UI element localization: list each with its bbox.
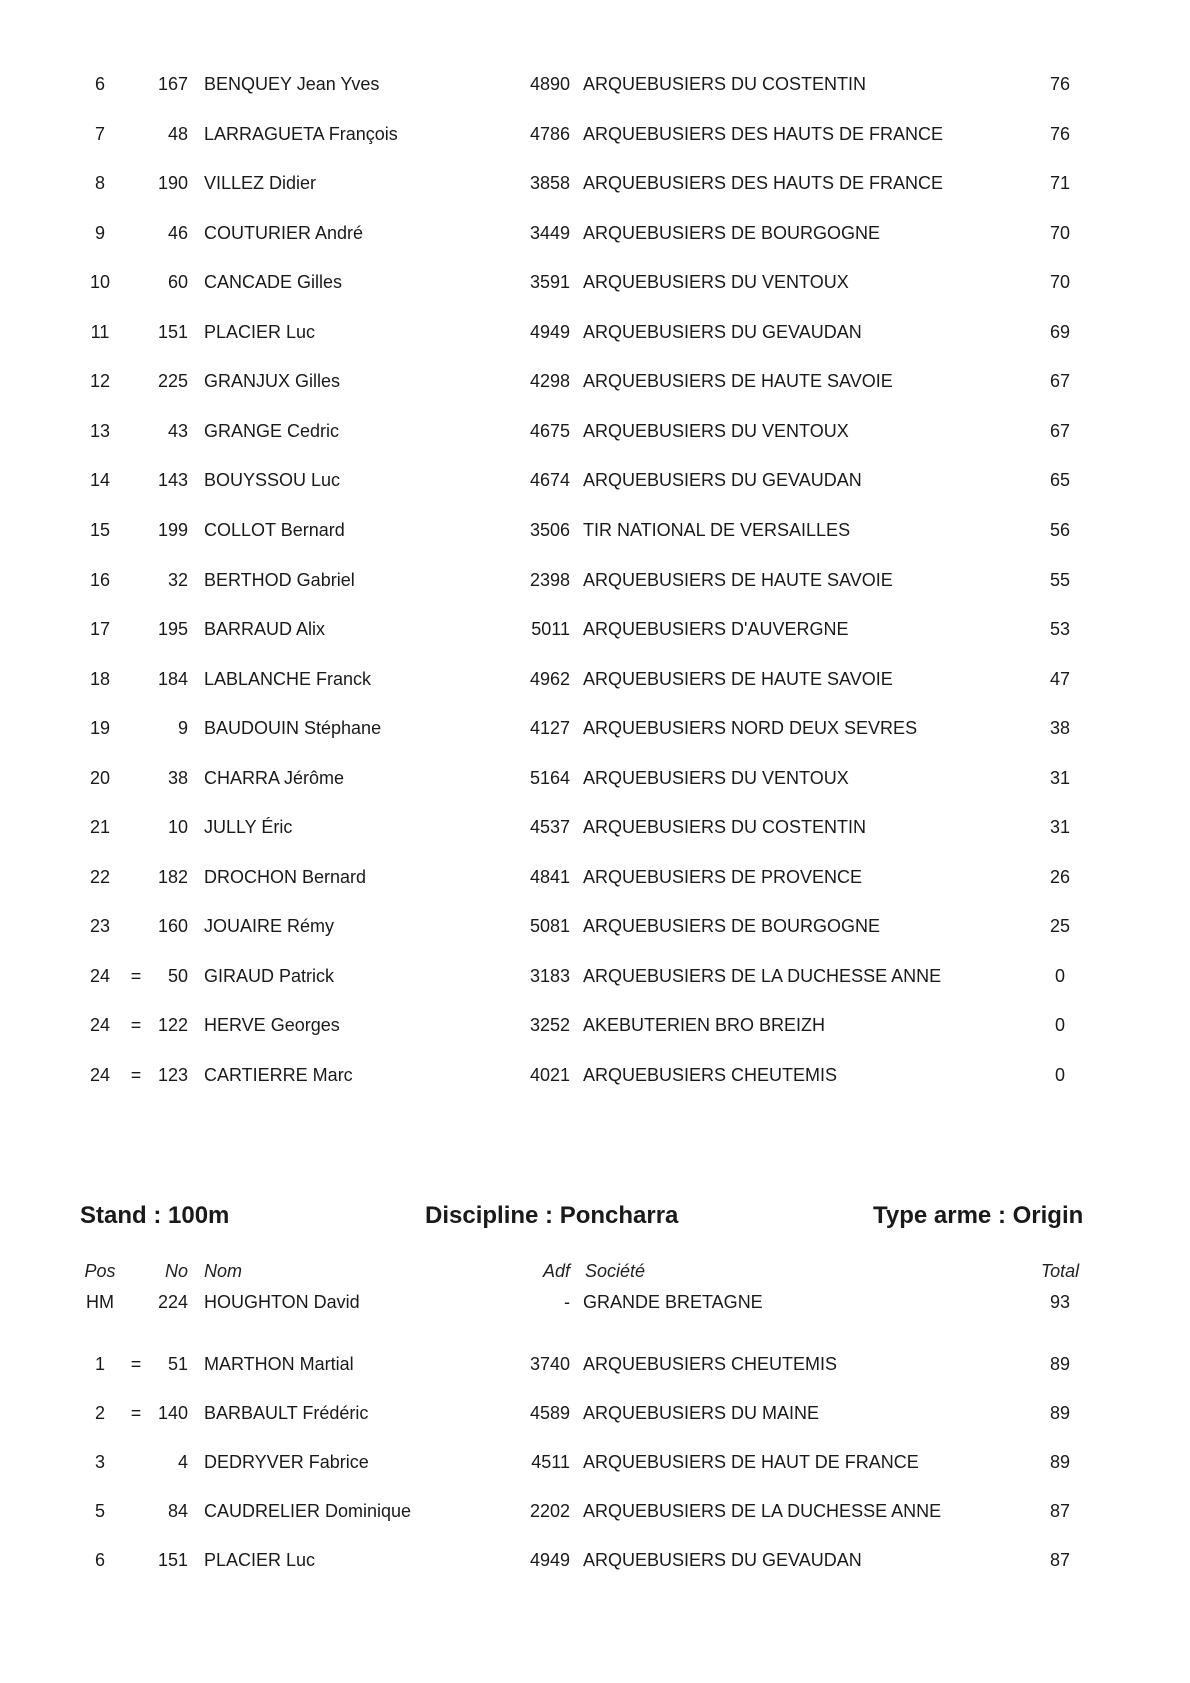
result-name: BERTHOD Gabriel (204, 570, 355, 590)
stand-heading: Stand : 100m (80, 1202, 230, 1229)
result-pos: 1 (94, 1354, 105, 1374)
result-pos: 10 (89, 272, 111, 292)
column-header-adf: Adf (542, 1261, 570, 1281)
result-club: ARQUEBUSIERS DE HAUTE SAVOIE (583, 669, 893, 689)
result-name: CAUDRELIER Dominique (204, 1501, 412, 1521)
result-pos: 14 (89, 470, 111, 490)
result-name: JOUAIRE Rémy (204, 916, 335, 936)
result-adf: 4841 (529, 867, 570, 887)
result-adf: 4949 (529, 1550, 570, 1570)
result-club: ARQUEBUSIERS DE HAUTE SAVOIE (583, 570, 893, 590)
result-pos: 17 (89, 619, 111, 639)
result-pos: 2 (94, 1403, 105, 1423)
result-adf: 4298 (529, 371, 570, 391)
result-pos: 11 (90, 322, 110, 342)
table-row (0, 812, 1190, 842)
result-pos: 19 (89, 718, 111, 738)
result-name: HERVE Georges (204, 1015, 340, 1035)
result-pos: 21 (89, 817, 111, 837)
table-row (0, 168, 1190, 198)
table-row (0, 1060, 1190, 1090)
table-row (0, 465, 1190, 495)
result-club: ARQUEBUSIERS DU VENTOUX (583, 768, 849, 788)
result-no: 151 (157, 322, 188, 342)
result-total: 89 (1049, 1403, 1071, 1423)
result-adf: 3740 (529, 1354, 570, 1374)
result-total: 89 (1049, 1354, 1071, 1374)
table-row (0, 1287, 1190, 1317)
tie-marker: = (130, 1403, 142, 1423)
result-pos: 5 (94, 1501, 105, 1521)
result-pos: 20 (89, 768, 111, 788)
table-row (0, 1349, 1190, 1379)
result-adf: 4589 (529, 1403, 570, 1423)
result-adf: 4511 (531, 1452, 570, 1472)
result-pos: 3 (94, 1452, 105, 1472)
result-no: 123 (157, 1065, 188, 1085)
table-row (0, 416, 1190, 446)
result-name: COUTURIER André (204, 223, 364, 243)
column-headers (0, 1256, 1190, 1286)
result-pos: 8 (94, 173, 105, 193)
table-row (0, 763, 1190, 793)
result-name: GRANGE Cedric (204, 421, 340, 441)
result-total: 89 (1049, 1452, 1071, 1472)
result-name: BARRAUD Alix (204, 619, 326, 639)
section-header (0, 1196, 1190, 1236)
result-adf: 3591 (529, 272, 570, 292)
column-header-total: Total (1040, 1261, 1080, 1281)
result-name: CANCADE Gilles (204, 272, 343, 292)
table-row (0, 1010, 1190, 1040)
result-adf: 4949 (529, 322, 570, 342)
result-total: 70 (1049, 223, 1071, 243)
result-name: GIRAUD Patrick (204, 966, 335, 986)
result-adf: 4021 (529, 1065, 570, 1085)
result-no: 84 (167, 1501, 188, 1521)
result-name: BENQUEY Jean Yves (204, 74, 380, 94)
result-pos: 18 (89, 669, 111, 689)
result-pos: 13 (89, 421, 111, 441)
result-no: 50 (167, 966, 188, 986)
result-pos: 24 (89, 1065, 111, 1085)
table-row (0, 267, 1190, 297)
result-total: 65 (1049, 470, 1071, 490)
result-total: 47 (1049, 669, 1071, 689)
table-row (0, 515, 1190, 545)
table-row (0, 218, 1190, 248)
result-club: ARQUEBUSIERS DU GEVAUDAN (583, 322, 862, 342)
tie-marker: = (130, 1354, 142, 1374)
result-club: AKEBUTERIEN BRO BREIZH (583, 1015, 826, 1035)
result-club: ARQUEBUSIERS CHEUTEMIS (583, 1065, 838, 1085)
result-name: DROCHON Bernard (204, 867, 367, 887)
table-row (0, 911, 1190, 941)
result-adf: 3183 (529, 966, 570, 986)
result-total: 56 (1049, 520, 1071, 540)
result-total: 76 (1049, 124, 1071, 144)
column-header-nom: Nom (204, 1261, 243, 1281)
result-pos: 24 (89, 966, 111, 986)
result-club: GRANDE BRETAGNE (583, 1292, 763, 1312)
result-total: 69 (1049, 322, 1071, 342)
result-name: JULLY Éric (204, 817, 293, 837)
column-header-pos: Pos (84, 1261, 116, 1281)
result-adf: 4675 (529, 421, 570, 441)
result-no: 167 (157, 74, 188, 94)
result-no: 225 (157, 371, 188, 391)
result-adf: 5164 (529, 768, 570, 788)
result-pos: HM (86, 1292, 114, 1312)
table-row (0, 614, 1190, 644)
result-pos: 6 (94, 1550, 105, 1570)
result-no: 184 (157, 669, 188, 689)
table-row (0, 1447, 1190, 1477)
result-name: PLACIER Luc (204, 322, 316, 342)
result-total: 26 (1049, 867, 1071, 887)
discipline-heading: Discipline : Poncharra (425, 1202, 679, 1229)
result-adf: 4786 (529, 124, 570, 144)
result-name: CHARRA Jérôme (204, 768, 345, 788)
result-total: 76 (1049, 74, 1071, 94)
result-no: 38 (167, 768, 188, 788)
table-row (0, 961, 1190, 991)
result-club: ARQUEBUSIERS DU GEVAUDAN (583, 470, 862, 490)
result-adf: 5011 (531, 619, 570, 639)
result-name: LABLANCHE Franck (204, 669, 372, 689)
result-no: 140 (157, 1403, 188, 1423)
result-no: 60 (167, 272, 188, 292)
result-adf: - (564, 1292, 570, 1312)
result-adf: 4537 (529, 817, 570, 837)
result-adf: 4674 (529, 470, 570, 490)
result-no: 151 (157, 1550, 188, 1570)
result-name: BARBAULT Frédéric (204, 1403, 369, 1423)
result-adf: 3252 (529, 1015, 570, 1035)
result-club: ARQUEBUSIERS DE BOURGOGNE (583, 916, 881, 936)
result-adf: 3858 (529, 173, 570, 193)
result-no: 48 (167, 124, 188, 144)
result-club: ARQUEBUSIERS DE LA DUCHESSE ANNE (583, 966, 942, 986)
result-no: 32 (167, 570, 188, 590)
result-club: ARQUEBUSIERS DU VENTOUX (583, 272, 849, 292)
result-name: LARRAGUETA François (204, 124, 398, 144)
table-row (0, 664, 1190, 694)
table-row (0, 119, 1190, 149)
table-row (0, 69, 1190, 99)
result-total: 0 (1054, 966, 1065, 986)
result-total: 67 (1049, 371, 1071, 391)
result-club: ARQUEBUSIERS DE LA DUCHESSE ANNE (583, 1501, 942, 1521)
result-pos: 22 (89, 867, 111, 887)
result-adf: 4890 (529, 74, 570, 94)
result-total: 38 (1049, 718, 1071, 738)
result-name: VILLEZ Didier (204, 173, 317, 193)
result-adf: 2202 (529, 1501, 570, 1521)
table-row (0, 862, 1190, 892)
result-club: ARQUEBUSIERS DU GEVAUDAN (583, 1550, 862, 1570)
result-pos: 9 (94, 223, 105, 243)
weapon-type-heading: Type arme : Origin (873, 1202, 1084, 1229)
result-club: ARQUEBUSIERS DU COSTENTIN (583, 74, 867, 94)
result-pos: 15 (89, 520, 111, 540)
result-pos: 16 (89, 570, 111, 590)
result-no: 199 (157, 520, 188, 540)
result-club: ARQUEBUSIERS DU COSTENTIN (583, 817, 867, 837)
result-pos: 6 (94, 74, 105, 94)
result-club: ARQUEBUSIERS DU VENTOUX (583, 421, 849, 441)
result-name: PLACIER Luc (204, 1550, 316, 1570)
result-no: 10 (167, 817, 188, 837)
result-adf: 4127 (529, 718, 570, 738)
result-no: 51 (167, 1354, 188, 1374)
result-no: 43 (167, 421, 188, 441)
result-club: ARQUEBUSIERS DE HAUT DE FRANCE (583, 1452, 919, 1472)
column-header-societe: Société (585, 1261, 646, 1281)
result-club: ARQUEBUSIERS DES HAUTS DE FRANCE (583, 173, 944, 193)
result-club: ARQUEBUSIERS NORD DEUX SEVRES (583, 718, 918, 738)
table-row (0, 713, 1190, 743)
result-adf: 5081 (529, 916, 570, 936)
table-row (0, 1545, 1190, 1575)
result-total: 0 (1054, 1015, 1065, 1035)
table-row (0, 1398, 1190, 1428)
result-total: 93 (1049, 1292, 1071, 1312)
result-adf: 3506 (529, 520, 570, 540)
result-club: ARQUEBUSIERS DES HAUTS DE FRANCE (583, 124, 944, 144)
result-club: ARQUEBUSIERS DU MAINE (583, 1403, 820, 1423)
result-adf: 2398 (529, 570, 570, 590)
result-name: DEDRYVER Fabrice (204, 1452, 369, 1472)
result-name: MARTHON Martial (204, 1354, 354, 1374)
result-total: 31 (1049, 768, 1071, 788)
result-total: 67 (1049, 421, 1071, 441)
result-total: 53 (1049, 619, 1071, 639)
result-no: 4 (177, 1452, 188, 1472)
tie-marker: = (130, 966, 142, 986)
result-total: 31 (1049, 817, 1071, 837)
result-no: 182 (157, 867, 188, 887)
result-name: HOUGHTON David (204, 1292, 360, 1312)
result-name: BAUDOUIN Stéphane (204, 718, 382, 738)
result-total: 25 (1049, 916, 1071, 936)
result-no: 224 (157, 1292, 188, 1312)
result-pos: 7 (94, 124, 105, 144)
result-no: 9 (177, 718, 188, 738)
result-no: 160 (157, 916, 188, 936)
result-club: ARQUEBUSIERS DE PROVENCE (583, 867, 863, 887)
result-adf: 4962 (529, 669, 570, 689)
table-row (0, 1496, 1190, 1526)
result-name: COLLOT Bernard (204, 520, 345, 540)
table-row (0, 317, 1190, 347)
result-name: BOUYSSOU Luc (204, 470, 341, 490)
result-name: CARTIERRE Marc (204, 1065, 353, 1085)
result-club: ARQUEBUSIERS CHEUTEMIS (583, 1354, 838, 1374)
result-no: 195 (157, 619, 188, 639)
table-row (0, 366, 1190, 396)
column-header-no: No (164, 1261, 188, 1281)
result-total: 70 (1049, 272, 1071, 292)
result-club: ARQUEBUSIERS DE HAUTE SAVOIE (583, 371, 893, 391)
result-total: 71 (1049, 173, 1071, 193)
result-total: 87 (1049, 1501, 1071, 1521)
result-total: 87 (1049, 1550, 1071, 1570)
result-club: ARQUEBUSIERS DE BOURGOGNE (583, 223, 881, 243)
result-club: ARQUEBUSIERS D'AUVERGNE (583, 619, 849, 639)
result-no: 190 (157, 173, 188, 193)
result-total: 0 (1054, 1065, 1065, 1085)
result-name: GRANJUX Gilles (204, 371, 341, 391)
result-no: 122 (157, 1015, 188, 1035)
tie-marker: = (130, 1015, 142, 1035)
result-club: TIR NATIONAL DE VERSAILLES (583, 520, 851, 540)
result-adf: 3449 (529, 223, 570, 243)
result-pos: 12 (89, 371, 111, 391)
table-row (0, 565, 1190, 595)
result-pos: 23 (89, 916, 111, 936)
result-no: 143 (157, 470, 188, 490)
tie-marker: = (130, 1065, 142, 1085)
result-no: 46 (167, 223, 188, 243)
result-pos: 24 (89, 1015, 111, 1035)
result-total: 55 (1049, 570, 1071, 590)
